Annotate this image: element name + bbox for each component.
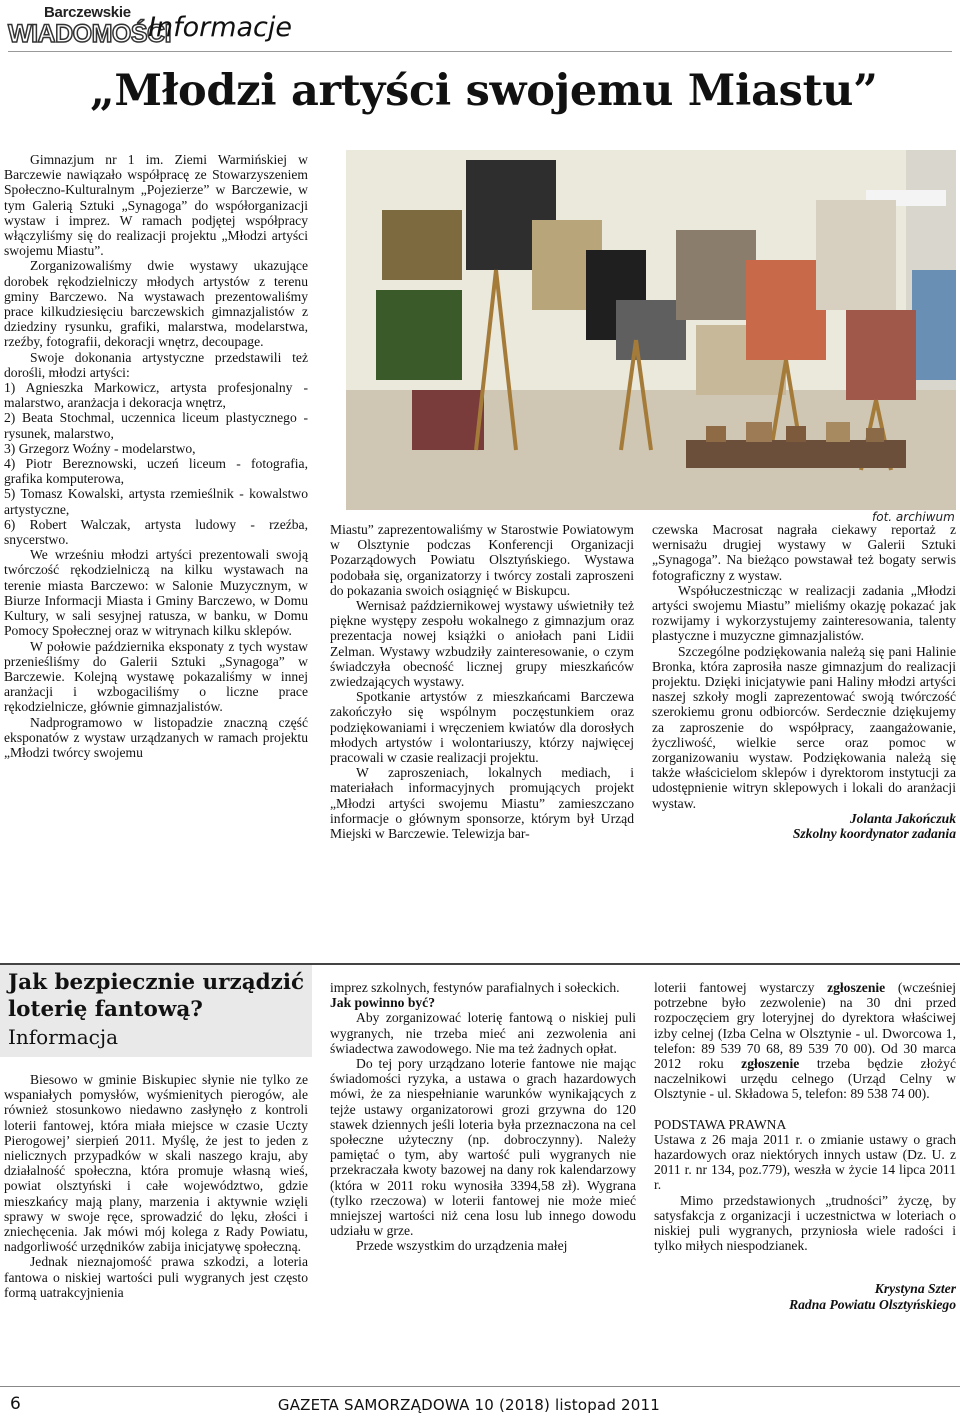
section-heading: PODSTAWA PRAWNA <box>654 1116 787 1132</box>
exhibition-photo <box>346 150 956 510</box>
text-run: loterii fantowej wystarczy <box>654 980 828 995</box>
paragraph: Wernisaż październikowej wystawy uświetniły też piękne występy zespołu wokalnego z gimnazjum oraz prezentacja nowej książki o aniołach pani Lidii Zelman. Wystawy wzbudziły zainteresowanie, o czym świadczyła obecność licznej grupy mieszkańców zwiedzających wystawy. <box>330 598 634 690</box>
paragraph: Mimo przedstawionych „trudności” życzę, by satysfakcja z organizacji i uczestnictwa w loteriach o niskiej puli wygranych, przyniosła wiele radości i tylko miłych niespodzianek. <box>654 1192 956 1254</box>
artist-list-item: 3) Grzegorz Woźny - modelarstwo, <box>4 440 196 456</box>
paragraph: Nadprogramowo w listopadzie znaczną część eksponatów z wystaw urządzanych w ramach projektu „Młodzi twórcy swojemu <box>4 714 308 760</box>
artist-list-item: 2) Beata Stochmal, uczennica liceum plastycznego - rysunek, malarstwo, <box>4 410 308 441</box>
logo-top-text: Barczewskie <box>44 4 131 21</box>
paragraph: Współuczestnicząc w realizacji zadania „Młodzi artyści swojemu Miastu” mieliśmy okazję pokazać jak rozwijamy i wykorzystujemy zainteresowania, talenty plastyczne i muzyczne gimnazjalistów. <box>652 582 956 644</box>
paragraph: Gimnazjum nr 1 im. Ziemi Warmińskiej w Barczewie nawiązało współpracę ze Stowarzyszeniem Społeczno-Kulturalnym „Pojezierze” w Barczewie, w tym Galerią Sztuki „Synagoga” do współorganizacji wystaw i imprez. W ramach podjętej współpracy włączyliśmy się do realizacji projektu „Młodzi artyści swojemu Miastu”. <box>4 152 308 259</box>
bold-term: zgłoszenie <box>827 980 886 995</box>
paragraph: We wrześniu młodzi artyści prezentowali swoją twórczość rękodzielniczą na kilku wystawach na terenie miasta Barczewo: w Salonie Muzycznym, w Biurze Informacji Miasta i Gminy Barczewo, w Domu Kultury, w sali sesyjnej ratusza, w banku, w Domu Pomocy Społecznej oraz w witrynach kilku sklepów. <box>4 547 308 639</box>
article1-column-1 <box>4 152 308 760</box>
signature-role: Radna Powiatu Olsztyńskiego <box>789 1296 956 1312</box>
paragraph: Do tej pory urządzano loterie fantowe nie mając świadomości ryzyka, a ustawa o grach hazardowych mówi, że za niespełnianie warunków wynikających z tejże ustawy organizatorowi grozi grzywna do 120 stawek dziennych jeśli loteria była przeznaczona na cel społeczne użyteczny (np. dobroczynny). Należy pamiętać o tym, aby wartość puli wygranych nie przekraczała kwoty bazowej na dany rok kalendarzowy (która w 2011 roku wynosiła 3394,58 zł). Wygrana (tylko rzeczowa) w loterii fantowej nie może mieć mniejszej wartości niż cena losu lub innego dowodu udziału w grze. <box>330 1056 636 1239</box>
artist-list-item: 5) Tomasz Kowalski, artysta rzemieślnik - kowalstwo artystyczne, <box>4 486 308 517</box>
exhibition-photo-illustration <box>346 150 956 510</box>
article2-subtitle: Informacja <box>8 1025 118 1049</box>
article2-title-box <box>0 965 312 1057</box>
paragraph: Szczególne podziękowania należą się pani Halinie Bronka, która zaprosiła nasze gimnazjum do realizacji projektu. Dzięki inicjatywie pani Haliny młodzi artyści naszej szkoły mogli zaprezentować swoją twórczość szerokiemu gronu odbiorców. Serdecznie dziękujemy za zaproszenie do współpracy, zaangażowanie, życzliwość, wielkie serce oraz pomoc w zorganizowaniu wystaw. Podziękowania należą się także właścicielom sklepów i dyrektorom instytucji za udostępnienie witryn sklepowych i lokali do aranżacji wystaw. <box>652 643 956 811</box>
article1-column-3 <box>652 522 956 841</box>
barczewskie-wiadomosci-logo <box>8 4 172 48</box>
paragraph: Biesowo w gminie Biskupiec słynie nie tylko ze wspaniałych pomysłów, wyśmienitych pierogów, ale również stosunkowo niedawno zasłynęło z kontroli loterii fantowej, która miała miejsce w czasie Uczty Pierogowej’ sierpień 2011. Myślę, że jest to jeden z nielicznych przypadków w skali naszego kraju, aby działalność społeczna, która promuje własną wieś, powiat olsztyński i całe województwo, gdzie mieszkańcy mają plany, marzenia i aktywnie wzięli sprawy w swoje ręce, sprowadzić do lęku, złości i zniechęcenia. Jak mówi mój kolega z Rady Powiatu, nadgorliwość urzędników zabija inicjatywę społeczną. <box>4 1072 308 1255</box>
paragraph: Ustawa z 26 maja 2011 r. o zmianie ustawy o grach hazardowych oraz niektórych innych ustaw (Dz. U. z 2011 r. nr 134, poz.779), weszła w życie 14 lipca 2011 r. <box>654 1131 956 1193</box>
artist-list-item: 4) Piotr Bereznowski, uczeń liceum - fotografia, grafika komputerowa, <box>4 456 308 487</box>
section-heading: Jak powinno być? <box>330 995 436 1011</box>
paragraph: czewska Macrosat nagrała ciekawy reportaż z wernisażu drugiej wystawy w Galerii Sztuki „Synagoga”. Na bieżąco powstawał też bogaty serwis fotograficzny z wystaw. <box>652 522 956 583</box>
paragraph: Zorganizowaliśmy dwie wystawy ukazujące dorobek rękodzielniczy młodych artystów z terenu gminy Barczewo. Na wystawach prezentowaliśmy prace kilkudziesięciu barczewskich gimnazjalistów z dziedziny rysunku, grafiki, malarstwa, modelarstwa, rzeźby, fotografii, dekoracji wnętrz, decoupage. <box>4 258 308 350</box>
signature-name: Krystyna Szter <box>874 1281 956 1297</box>
article2-column-3 <box>654 980 956 1312</box>
signature-role: Szkolny koordynator zadania <box>792 826 956 842</box>
bold-term: zgłoszenie <box>741 1056 800 1072</box>
paragraph: Przede wszystkim do urządzenia małej <box>356 1238 568 1254</box>
page-header <box>8 4 952 52</box>
publication-info: GAZETA SAMORZĄDOWA 10 (2018) listopad 2011 <box>277 1396 660 1414</box>
signature-name: Jolanta Jakończuk <box>849 810 956 826</box>
paragraph: W połowie października eksponaty z tych wystaw przenieśliśmy do Galerii Sztuki „Synagoga” w Barczewie. Kolejną wystawę pokazaliśmy w innej aranżacji i wzbogaciliśmy o liczne prace rękodzielnicze, głównie gimnazjalistów. <box>4 638 308 715</box>
paragraph: Miastu” zaprezentowaliśmy w Starostwie Powiatowym w Olsztynie podczas Konferencji Organizacji Pozarządowych Powiatu Olsztyńskiego. Wystawa podobała się, organizatorzy i twórcy zostali zaproszeni do pokazania swoich osiągnięć w Biskupcu. <box>330 522 634 598</box>
paragraph <box>654 980 956 1102</box>
footer-divider <box>0 1386 960 1387</box>
article-title: „Młodzi artyści swojemu Miastu” <box>90 66 878 116</box>
section-label: Informacje <box>148 12 293 43</box>
article2-column-2 <box>330 980 636 1254</box>
article2-title: Jak bezpiecznie urządzić loterię fantową? <box>8 970 305 1022</box>
paragraph: Spotkanie artystów z mieszkańcami Barczewa zakończyło się wspólnym poczęstunkiem oraz podziękowaniami i wręczeniem kwiatów dla dorosłych młodych artystów i wolontariuszy, którzy najwięcej pracowali w czasie realizacji projektu. <box>330 689 634 766</box>
logo-bottom-text: WIADOMOŚCI <box>8 20 172 48</box>
paragraph: Jednak nieznajomość prawa szkodzi, a loteria fantowa o niskiej wartości puli wygranych jest często formą uatrakcyjnienia <box>4 1254 308 1300</box>
header-divider <box>8 51 952 52</box>
text-run: trzeba będzie złożyć naczelnikowi urzędu celnego (Urząd Celny w Olsztynie - ul. Składowa 5, telefon: 89 538 74 00). <box>654 1056 957 1102</box>
photo-credit: fot. archiwum <box>872 510 955 524</box>
article2-column-1 <box>4 1072 308 1300</box>
paragraph: W zaproszeniach, lokalnych mediach, i materiałach informacyjnych promujących projekt „Młodzi artyści swojemu Miastu” zamieszczano informacje o głównym sponsorze, którym był Urząd Miejski w Barczewie. Telewizja bar- <box>330 765 634 842</box>
artist-list-item: 6) Robert Walczak, artysta ludowy - rzeźba, snycerstwo. <box>4 516 308 548</box>
paragraph: Swoje dokonania artystyczne przedstawili też dorośli, młodzi artyści: <box>4 349 308 380</box>
artist-list-item: 1) Agnieszka Markowicz, artysta profesjonalny - malarstwo, aranżacja i dekoracja wnętrz, <box>4 380 308 411</box>
text-run: (wcześniej potrzebne było zezwolenie) na 30 dni przed rozpoczęciem gry loteryjnej do dyrektora właściwej izby celnej (Izba Celna w Olsztynie - ul. Dworcowa 1, telefon: 89 539 70 68, 89 539 70 00). Od 30 marca 2012 roku <box>654 980 956 1072</box>
page-number: 6 <box>10 1394 21 1414</box>
paragraph: Aby zorganizować loterię fantową o niskiej puli wygranych, nie trzeba mieć ani zezwolenia ani świadectwa zawodowego. Nie ma też żadnych opłat. <box>330 1010 636 1056</box>
paragraph: imprez szkolnych, festynów parafialnych i sołeckich. <box>330 980 620 995</box>
article1-column-2 <box>330 522 634 841</box>
